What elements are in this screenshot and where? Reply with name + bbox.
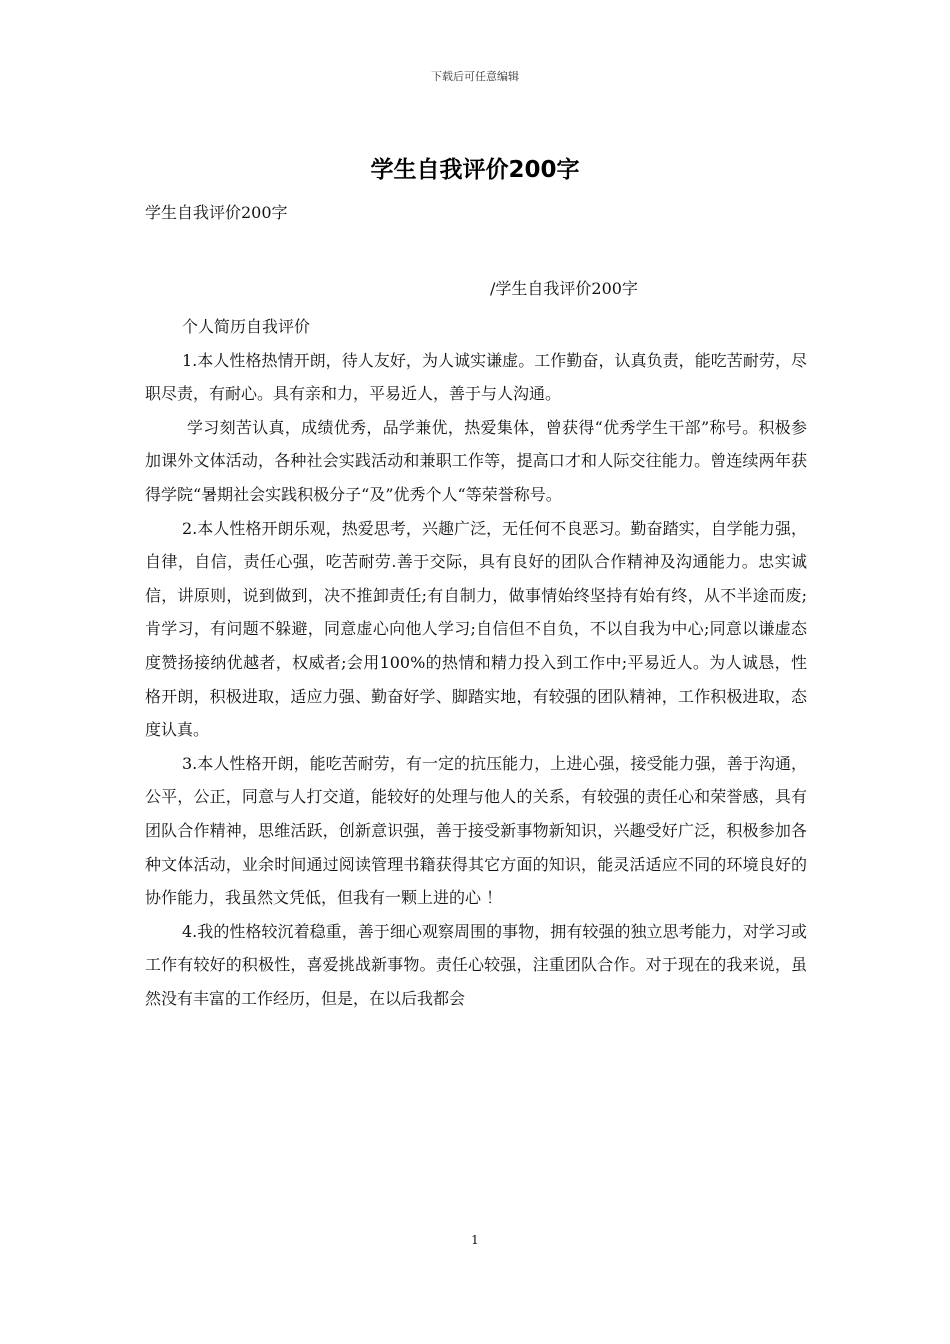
reference-link[interactable]: /学生自我评价200字 <box>490 279 638 298</box>
document-subtitle: 学生自我评价200字 <box>145 203 288 222</box>
paragraph-4: 3.本人性格开朗，能吃苦耐劳，有一定的抗压能力，上进心强，接受能力强，善于沟通，公平，公正，同意与人打交道，能较好的处理与他人的关系，有较强的责任心和荣誉感，具有团队合作精神，思维活跃，创新意识强，善于接受新事物新知识，兴趣受好广泛，积极参加各种文体活动，业余时间通过阅读管理书籍获得其它方面的知识，能灵活适应不同的环境良好的协作能力，我虽然文凭低，但我有一颗上进的心 ！ <box>145 753 807 908</box>
page-number: 1 <box>471 1233 479 1247</box>
paragraph-3: 2.本人性格开朗乐观，热爱思考，兴趣广泛，无任何不良恶习。勤奋踏实，自学能力强，自律，自信，责任心强，吃苦耐劳.善于交际，具有良好的团队合作精神及沟通能力。忠实诚信，讲原则，说到做到，决不推卸责任;有自制力，做事情始终坚持有始有终，从不半途而废;肯学习，有问题不躲避，同意虚心向他人学习;自信但不自负，不以自我为中心;同意以谦虚态度赞扬接纳优越者，权威者;会用100%的热情和精力投入到工作中;平易近人。为人诚恳，性格开朗，积极进取，适应力强、勤奋好学、脚踏实地，有较强的团队精神，工作积极进取，态度认真。 <box>145 518 807 740</box>
document-title: 学生自我评价200字 <box>370 157 580 183</box>
paragraph-5: 4.我的性格较沉着稳重，善于细心观察周围的事物，拥有较强的独立思考能力，对学习或工作有较好的积极性，喜爱挑战新事物。责任心较强，注重团队合作。对于现在的我来说，虽然没有丰富的工作经历，但是，在以后我都会 <box>145 921 807 1008</box>
header-note: 下载后可任意编辑 <box>431 70 519 83</box>
paragraph-2: 学习刻苦认真，成绩优秀，品学兼优，热爱集体，曾获得“优秀学生干部”称号。积极参加课外文体活动，各种社会实践活动和兼职工作等，提高口才和人际交往能力。曾连续两年获得学院“暑期社会实践积极分子“及”优秀个人“等荣誉称号。 <box>145 417 807 504</box>
paragraph-1: 1.本人性格热情开朗，待人友好，为人诚实谦虚。工作勤奋，认真负责，能吃苦耐劳，尽职尽责，有耐心。具有亲和力，平易近人，善于与人沟通。 <box>145 350 807 404</box>
section-heading: 个人简历自我评价 <box>182 317 311 336</box>
document-body <box>145 310 807 1015</box>
